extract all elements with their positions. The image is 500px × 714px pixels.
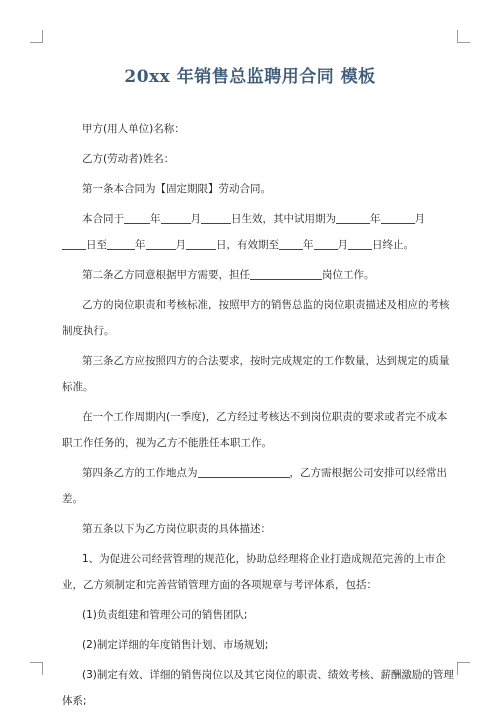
party-b-line: 乙方(劳动者)姓名： <box>82 153 175 165</box>
article-3-line-2: 标准。 <box>62 381 94 393</box>
sub-item-1: (1)负责组建和管理公司的销售团队; <box>82 609 248 621</box>
article-4-line-2: 差。 <box>62 493 83 505</box>
blank-field <box>336 210 370 224</box>
sub-item-2: (2)制定详细的年度销售计划、市场规划; <box>82 639 269 651</box>
blank-field <box>124 210 150 224</box>
party-a-line: 甲方(用人单位)名称： <box>82 123 185 135</box>
item-1-line-1: 1、为促进公司经营管理的规范化，协助总经理将企业打造成规范完善的上市企 <box>82 553 446 565</box>
crop-mark-top-left <box>30 30 43 43</box>
document-title: 20xx 年销售总监聘用合同 模板 <box>124 67 376 87</box>
sub-item-3-line-1: (3)制定有效、详细的销售岗位以及其它岗位的职责、绩效考核、薪酬激励的管理 <box>82 669 454 681</box>
blank-field <box>161 210 191 224</box>
duty-line-2: 制度执行。 <box>62 325 115 337</box>
term-line-1: 本合同于 年 月 日生效，其中试用期为 年 月 <box>62 206 442 232</box>
item-1-line-2: 业，乙方须制定和完善营销管理方面的各项规章与考评体系，包括： <box>62 579 377 591</box>
duty-line-1: 乙方的岗位职责和考核标准，按照甲方的销售总监的岗位职责描述及相应的考核 <box>82 299 450 311</box>
crop-mark-top-right <box>457 30 470 43</box>
sub-item-3-line-2: 体系; <box>62 695 87 707</box>
blank-field <box>314 236 338 250</box>
blank-field <box>146 236 176 250</box>
blank-field <box>279 236 303 250</box>
blank-field <box>62 236 86 250</box>
document-body <box>62 116 454 714</box>
cycle-line-2: 职工作任务的，视为乙方不能胜任本职工作。 <box>62 437 272 449</box>
blank-field <box>198 464 290 478</box>
blank-field <box>348 236 372 250</box>
blank-field <box>201 210 231 224</box>
crop-mark-bottom-left <box>30 662 43 675</box>
term-line-2: 日至 年 月 日，有效期至 年 月 日终止。 <box>62 232 442 258</box>
article-3-line-1: 第三条乙方应按照四方的合法要求，按时完成规定的工作数量，达到规定的质量 <box>82 355 450 367</box>
blank-field <box>381 210 415 224</box>
article-4-line-1: 第四条乙方的工作地点为 ，乙方需根据公司安排可以经常出 <box>62 460 442 486</box>
crop-mark-bottom-right <box>457 662 470 675</box>
cycle-line-1: 在一个工作周期内(一季度)，乙方经过考核达不到岗位职责的要求或者完不成本 <box>82 411 448 423</box>
article-5: 第五条以下为乙方岗位职责的具体描述： <box>82 523 271 535</box>
blank-field <box>186 236 216 250</box>
blank-field <box>250 266 322 280</box>
article-1: 第一条本合同为【固定期限】劳动合同。 <box>82 183 271 195</box>
blank-field <box>107 236 135 250</box>
article-2: 第二条乙方同意根据甲方需要，担任 岗位工作。 <box>62 262 442 288</box>
